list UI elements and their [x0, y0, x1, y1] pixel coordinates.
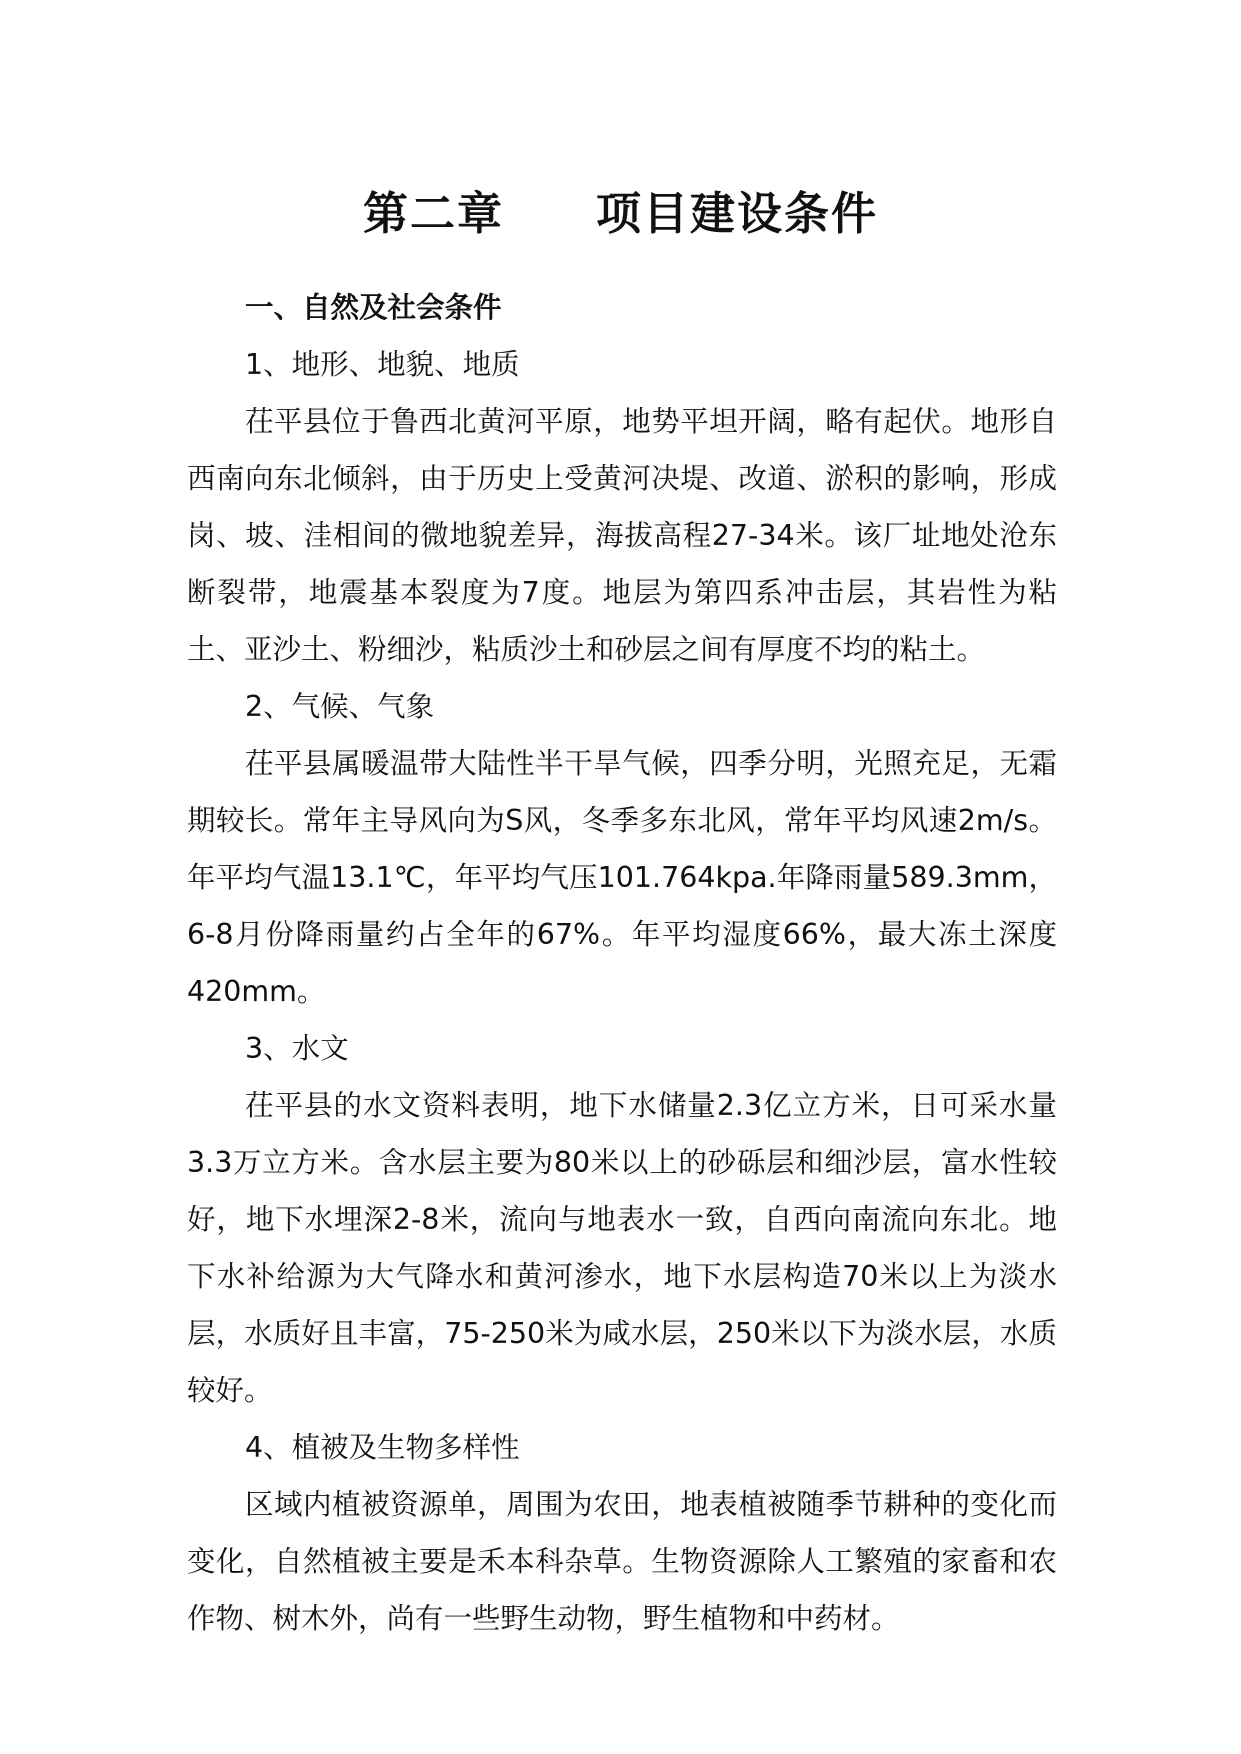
chapter-number: 第二章 — [362, 187, 504, 240]
document-body — [187, 279, 1057, 1647]
section-heading: 一、自然及社会条件 — [245, 291, 502, 324]
subsection-heading-terrain: 1、地形、地貌、地质 — [245, 348, 520, 381]
paragraph-vegetation: 区域内植被资源单，周围为农田，地表植被随季节耕种的变化而变化，自然植被主要是禾本科杂草。生物资源除人工繁殖的家畜和农作物、树木外，尚有一些野生动物，野生植物和中药材。 — [187, 1488, 1057, 1635]
paragraph-terrain: 茌平县位于鲁西北黄河平原，地势平坦开阔，略有起伏。地形自西南向东北倾斜，由于历史上受黄河决堤、改道、淤积的影响，形成岗、坡、洼相间的微地貌差异，海拔高程27-34米。该厂址地处沧东断裂带，地震基本裂度为7度。地层为第四系冲击层，其岩性为粘土、亚沙土、粉细沙，粘质沙土和砂层之间有厚度不均的粘土。 — [187, 405, 1057, 666]
chapter-title — [0, 186, 1241, 242]
subsection-heading-vegetation: 4、植被及生物多样性 — [245, 1431, 520, 1464]
chapter-name: 项目建设条件 — [596, 187, 879, 240]
subsection-heading-hydrology: 3、水文 — [245, 1032, 349, 1065]
paragraph-climate: 茌平县属暖温带大陆性半干旱气候，四季分明，光照充足，无霜期较长。常年主导风向为S风，冬季多东北风，常年平均风速2m/s。年平均气温13.1℃，年平均气压101.764kpa.年降雨量589.3mm，6-8月份降雨量约占全年的67%。年平均湿度66%，最大冻土深度420mm。 — [187, 747, 1057, 1008]
subsection-heading-climate: 2、气候、气象 — [245, 690, 435, 723]
paragraph-hydrology: 茌平县的水文资料表明，地下水储量2.3亿立方米，日可采水量3.3万立方米。含水层主要为80米以上的砂砾层和细沙层，富水性较好，地下水埋深2-8米，流向与地表水一致，自西向南流向东北。地下水补给源为大气降水和黄河渗水，地下水层构造70米以上为淡水层，水质好且丰富，75-250米为咸水层，250米以下为淡水层，水质较好。 — [187, 1089, 1057, 1407]
